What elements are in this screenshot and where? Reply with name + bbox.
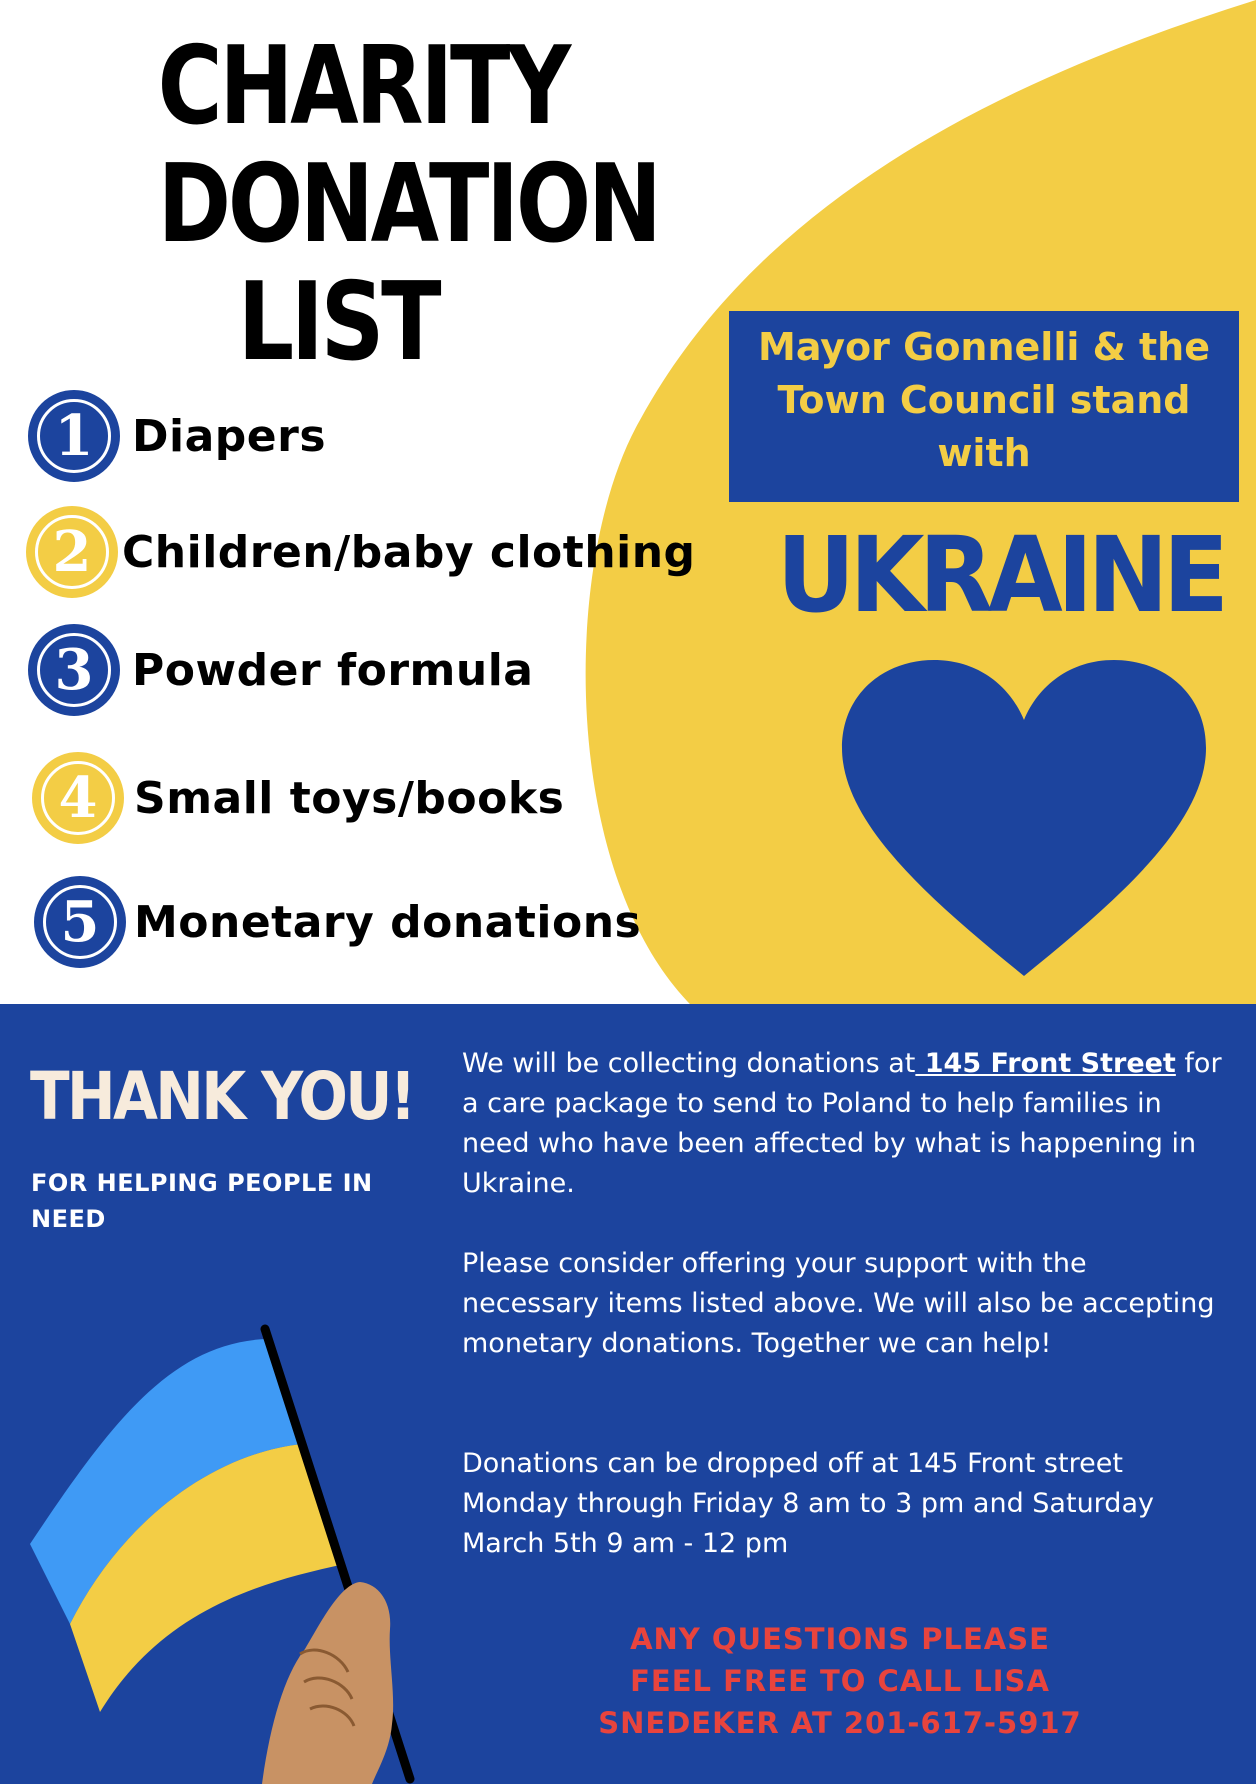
- heart-icon: [838, 656, 1210, 982]
- thank-you-heading: THANK YOU!: [30, 1058, 414, 1135]
- list-item-toys: [32, 748, 564, 848]
- list-item-label: Children/baby clothing: [122, 526, 696, 578]
- title-line-3: LIST: [237, 260, 439, 385]
- list-item-diapers: [28, 386, 326, 486]
- thank-you-subheading: FOR HELPING PEOPLE IN NEED: [31, 1169, 373, 1233]
- list-item-label: Powder formula: [132, 644, 534, 696]
- title-line-2: DONATION: [157, 142, 659, 267]
- list-item-monetary: [34, 872, 641, 972]
- collection-paragraph: We will be collecting donations at 145 Front Street for a care package to send to Poland to help families in need who have been affected by what is happening in Ukraine.: [462, 1048, 1222, 1199]
- list-item-formula: [28, 620, 534, 720]
- title-line-1: CHARITY: [157, 24, 568, 149]
- dropoff-paragraph: Donations can be dropped off at 145 Front street Monday through Friday 8 am to 3 pm and Saturday March 5th 9 am - 12 pm: [462, 1448, 1154, 1559]
- number-badge-4: 4: [32, 752, 124, 844]
- support-paragraph: Please consider offering your support with the necessary items listed above. We will also be accepting monetary donations. Together we can help!: [462, 1248, 1215, 1359]
- list-item-clothing: [26, 502, 696, 602]
- ukraine-flag-icon: [0, 1004, 440, 1784]
- address-link[interactable]: 145 Front Street: [915, 1048, 1176, 1079]
- list-item-label: Monetary donations: [134, 896, 642, 948]
- mayor-statement-box: Mayor Gonnelli & the Town Council stand with: [729, 311, 1239, 502]
- ukraine-banner-text: UKRAINE: [776, 514, 1224, 636]
- number-badge-2: 2: [26, 506, 118, 598]
- list-item-label: Small toys/books: [134, 772, 565, 824]
- hand-icon: [262, 1582, 393, 1784]
- number-badge-5: 5: [34, 876, 126, 968]
- page-title: [157, 24, 659, 385]
- list-item-label: Diapers: [132, 410, 327, 462]
- number-badge-3: 3: [28, 624, 120, 716]
- number-badge-1: 1: [28, 390, 120, 482]
- contact-info: ANY QUESTIONS PLEASE FEEL FREE TO CALL LISA SNEDEKER AT 201-617-5917: [598, 1622, 1082, 1740]
